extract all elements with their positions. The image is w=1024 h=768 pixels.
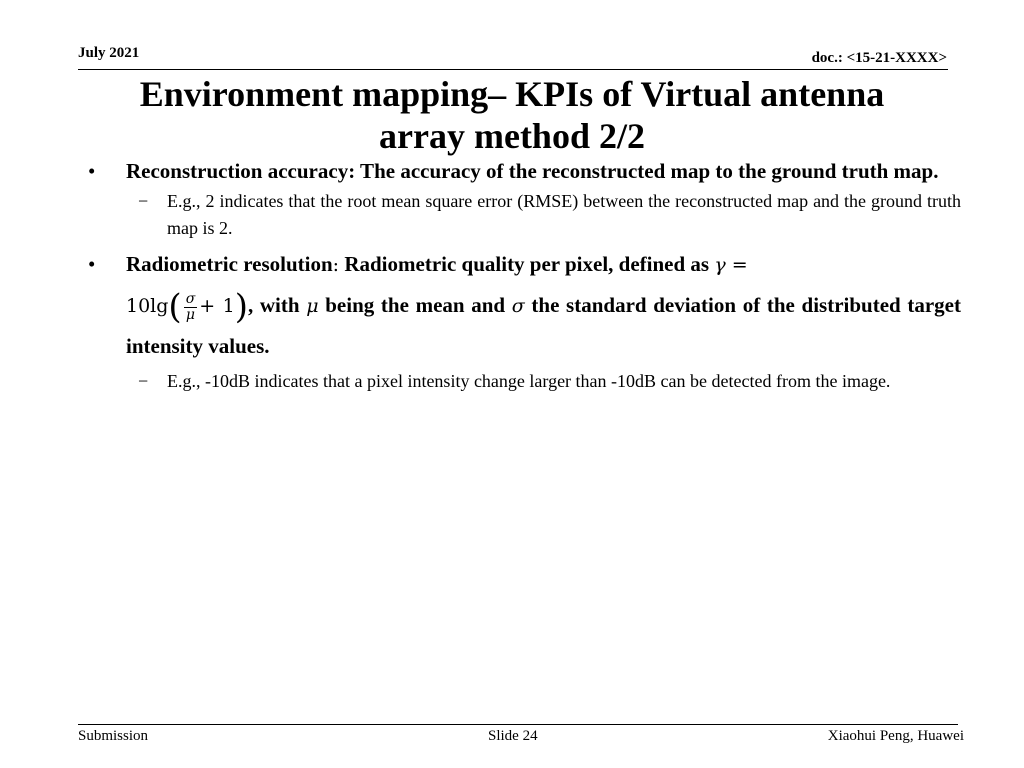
sub-bullet-text: E.g., 2 indicates that the root mean square error (RMSE) between the reconstructed map and the ground truth map is 2. — [167, 191, 961, 238]
sub-bullet-marker: − — [138, 371, 149, 391]
colon: : — [332, 254, 340, 276]
footer-author: Xiaohui Peng, Huawei — [827, 728, 964, 744]
slide-title-line1: Environment mapping– KPIs of Virtual antenna — [139, 74, 885, 114]
bullet-marker: • — [88, 159, 96, 183]
sigma-symbol: σ — [511, 295, 525, 317]
right-paren: ) — [234, 287, 248, 328]
equals-sign: = — [725, 254, 748, 276]
sub-bullet-10db-example — [88, 368, 961, 395]
footer-slide-number: Slide 24 — [488, 728, 538, 744]
bullet-text-rest: the standard deviation of the distributed target intensity values. — [126, 293, 961, 358]
plus-one: + 1 — [199, 295, 235, 317]
header-rule — [78, 69, 948, 70]
slide-content — [88, 156, 961, 395]
slide-title — [60, 73, 964, 157]
fraction-numerator: σ — [185, 290, 196, 307]
gamma-symbol: γ — [714, 254, 726, 276]
ten-lg: 10lg — [126, 295, 169, 317]
bullet-marker: • — [88, 252, 96, 276]
bullet-radiometric-resolution — [88, 244, 961, 366]
header-doc-id: doc.: <15-21-XXXX> — [811, 50, 947, 66]
left-paren: ( — [168, 287, 182, 328]
fraction-denominator: μ — [185, 306, 196, 323]
bullet-lead: Radiometric resolution — [126, 252, 333, 276]
footer-rule — [78, 724, 958, 725]
mu-symbol: μ — [306, 295, 319, 317]
header-date: July 2021 — [78, 45, 140, 61]
bullet-reconstruction-accuracy — [88, 156, 961, 186]
footer-submission: Submission — [78, 728, 149, 744]
slide-title-line2: array method 2/2 — [379, 116, 645, 156]
mean-text: being the mean and — [318, 293, 512, 317]
sub-bullet-marker: − — [138, 191, 149, 211]
sigma-over-mu-fraction — [184, 292, 198, 323]
bullet-text: Reconstruction accuracy: The accuracy of the reconstructed map to the ground truth map. — [126, 159, 939, 183]
bullet-text-part1: Radiometric quality per pixel, defined as — [339, 252, 715, 276]
with-text: , with — [247, 293, 307, 317]
sub-bullet-rmse-example — [88, 188, 961, 242]
sub-bullet-text: E.g., -10dB indicates that a pixel intensity change larger than -10dB can be detected from the image. — [167, 371, 891, 391]
